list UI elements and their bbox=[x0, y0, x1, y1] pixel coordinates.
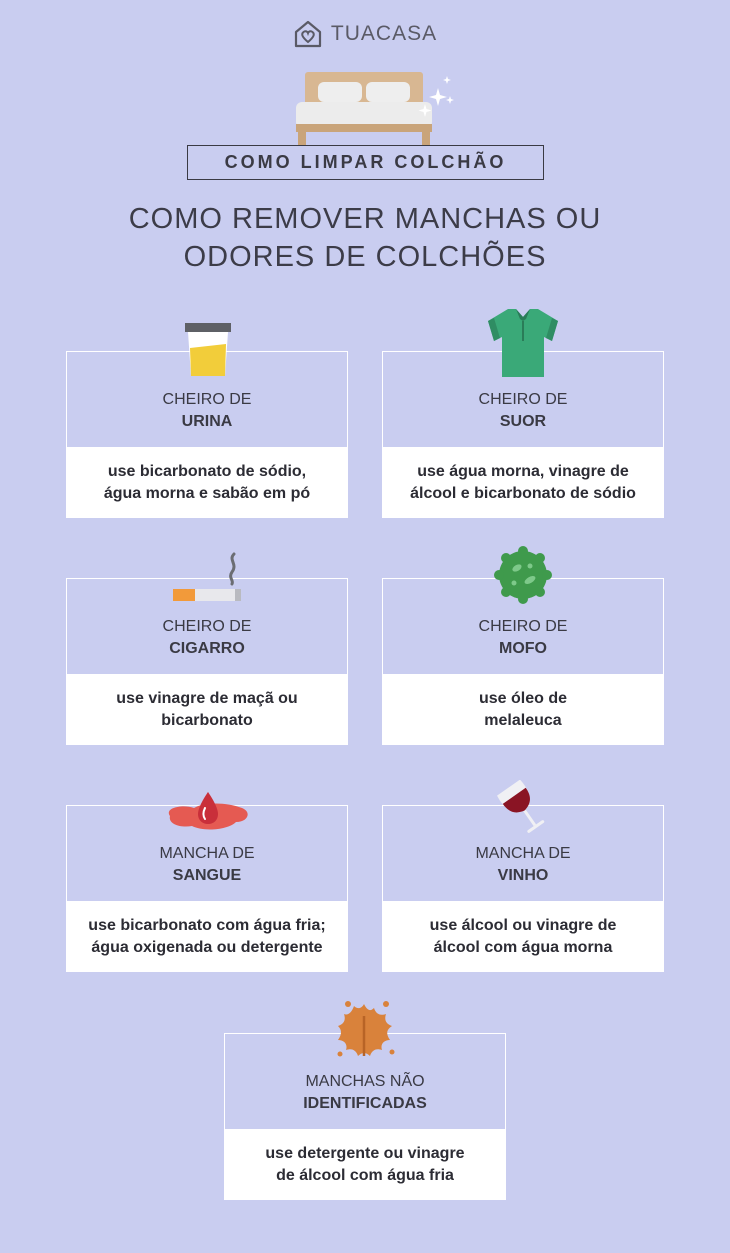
card-kind: MANCHA DE bbox=[159, 845, 255, 862]
bed-icon bbox=[290, 68, 455, 150]
card-tip-line2: de álcool com água fria bbox=[276, 1166, 454, 1184]
card-tip-line2: melaleuca bbox=[484, 711, 562, 729]
card-tip-line2: álcool com água morna bbox=[433, 938, 613, 956]
page-title-line2: ODORES DE COLCHÕES bbox=[183, 241, 547, 273]
card-tip-line2: bicarbonato bbox=[161, 711, 253, 729]
card-type: VINHO bbox=[497, 867, 549, 884]
card-tip bbox=[67, 447, 347, 518]
card-tip-line1: use bicarbonato de sódio, bbox=[107, 462, 307, 480]
card-tip bbox=[383, 901, 663, 972]
cigarette-icon bbox=[172, 552, 244, 604]
mold-icon bbox=[494, 546, 552, 604]
house-heart-icon bbox=[293, 20, 323, 48]
subtitle-box: COMO LIMPAR COLCHÃO bbox=[187, 145, 544, 180]
card-tip bbox=[383, 674, 663, 745]
urine-cup-icon bbox=[184, 322, 232, 378]
card-tip bbox=[383, 447, 663, 518]
card-tip-line2: água oxigenada ou detergente bbox=[91, 938, 323, 956]
splat-icon bbox=[334, 998, 396, 1060]
card-tip-line1: use detergente ou vinagre bbox=[265, 1144, 465, 1162]
card-tip-line2: álcool e bicarbonato de sódio bbox=[410, 484, 636, 502]
card-tip bbox=[225, 1129, 505, 1200]
wine-glass-icon bbox=[496, 780, 552, 838]
card-tip-line1: use álcool ou vinagre de bbox=[429, 916, 617, 934]
card-tip bbox=[67, 901, 347, 972]
card-kind: MANCHA DE bbox=[475, 845, 571, 862]
card-type: IDENTIFICADAS bbox=[303, 1095, 427, 1112]
brand-header bbox=[0, 20, 730, 48]
page-title-line1: COMO REMOVER MANCHAS OU bbox=[128, 203, 602, 235]
card-tip bbox=[67, 674, 347, 745]
card-type: SANGUE bbox=[172, 867, 242, 884]
card-tip-line1: use vinagre de maçã ou bbox=[116, 689, 298, 707]
page-title bbox=[0, 200, 730, 276]
card-tip-line2: água morna e sabão em pó bbox=[103, 484, 311, 502]
card-kind: MANCHAS NÃO bbox=[305, 1073, 425, 1090]
card-type: CIGARRO bbox=[169, 640, 245, 657]
card-type: SUOR bbox=[499, 413, 547, 430]
card-tip-line1: use óleo de bbox=[478, 689, 568, 707]
card-tip-line1: use bicarbonato com água fria; bbox=[88, 916, 326, 934]
card-type: URINA bbox=[181, 413, 233, 430]
card-type: MOFO bbox=[499, 640, 547, 657]
card-kind: CHEIRO DE bbox=[162, 618, 252, 635]
card-kind: CHEIRO DE bbox=[162, 391, 252, 408]
card-kind: CHEIRO DE bbox=[478, 391, 568, 408]
brand-name: TUACASA bbox=[330, 22, 438, 45]
card-kind: CHEIRO DE bbox=[478, 618, 568, 635]
card-tip-line1: use água morna, vinagre de bbox=[417, 462, 629, 480]
shirt-icon bbox=[486, 307, 560, 379]
blood-drop-icon bbox=[164, 790, 250, 834]
